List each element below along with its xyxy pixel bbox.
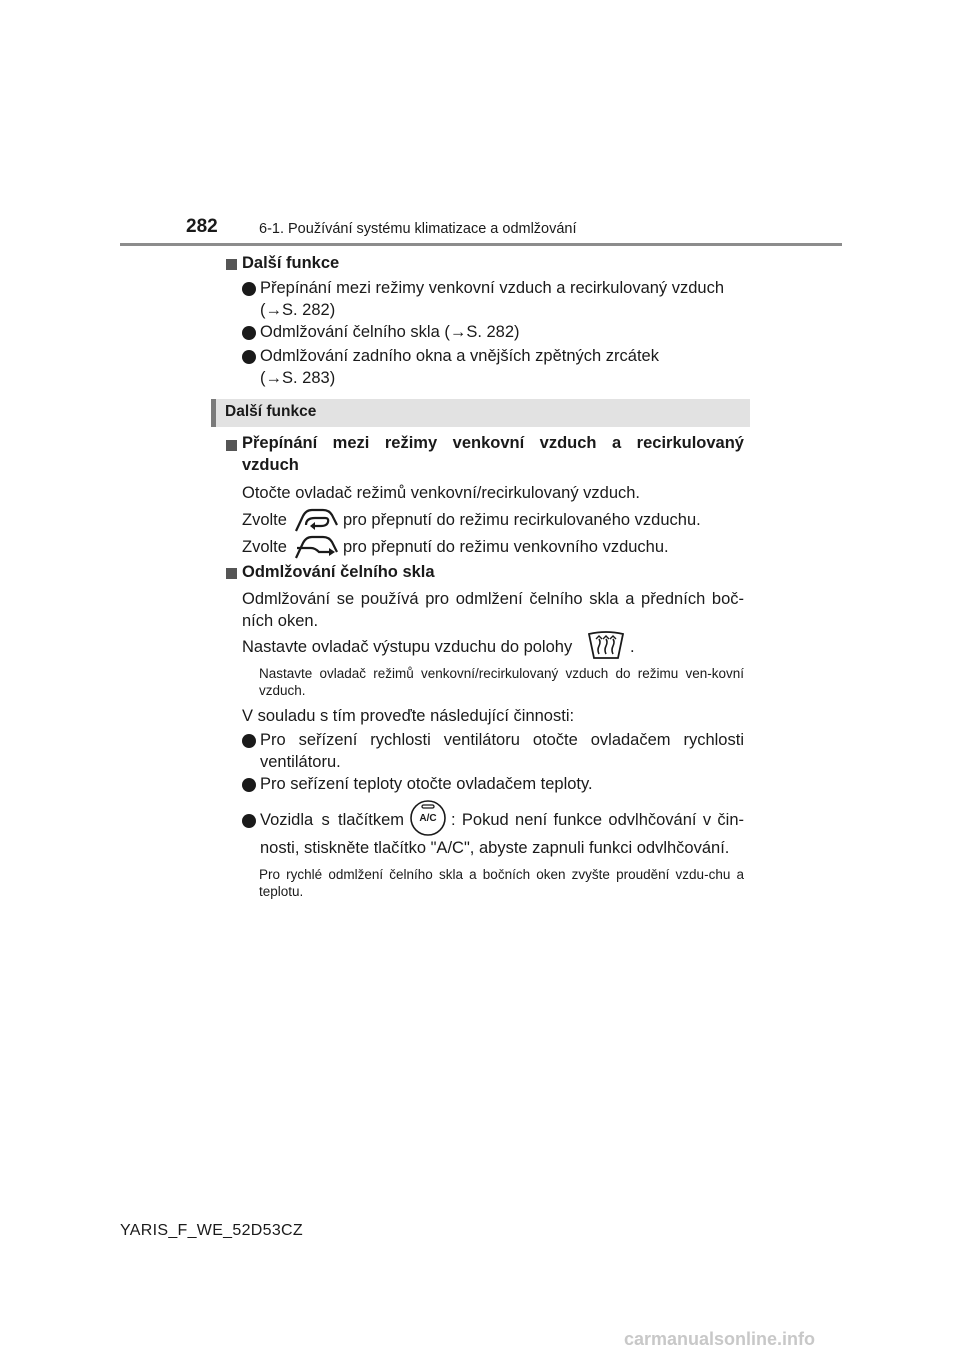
- recirc-heading-line1: Přepínání mezi režimy venkovní vzduch a recirkulovaný: [242, 434, 744, 452]
- round-bullet-icon: [242, 734, 256, 748]
- footer-code: YARIS_F_WE_52D53CZ: [120, 1222, 303, 1239]
- header-divider: [120, 243, 842, 246]
- round-bullet-icon: [242, 814, 256, 828]
- outside-air-icon: [293, 532, 339, 562]
- windshield-defog-icon: [586, 631, 626, 661]
- recirc-instruction: Otočte ovladač režimů venkovní/recirkulovaný vzduch.: [242, 484, 641, 502]
- defog-heading: Odmlžování čelního skla: [242, 563, 435, 581]
- intro-item-recirc: Přepínání mezi režimy venkovní vzduch a recirkulovaný vzduch: [260, 279, 725, 297]
- ac-button-icon: [409, 799, 447, 837]
- intro-item-rear: Odmlžování zadního okna a vnějších zpětných zrcátek: [260, 347, 659, 365]
- chapter-title: 6-1. Používání systému klimatizace a odmlžování: [259, 221, 577, 237]
- ac-button-label: A/C: [419, 813, 437, 824]
- section-bar-accent: [211, 399, 216, 427]
- recirc-heading-line2: vzduch: [242, 456, 299, 474]
- defog-then: V souladu s tím proveďte následující činnosti:: [242, 707, 575, 725]
- outside-mode-text: pro přepnutí do režimu venkovního vzduchu.: [343, 538, 669, 556]
- round-bullet-icon: [242, 350, 256, 364]
- section-bar: [211, 399, 750, 427]
- square-bullet-icon: [226, 568, 237, 579]
- watermark: carmanualsonline.info: [624, 1329, 816, 1349]
- intro-heading: Další funkce: [242, 254, 340, 272]
- round-bullet-icon: [242, 282, 256, 296]
- round-bullet-icon: [242, 778, 256, 792]
- square-bullet-icon: [226, 440, 237, 451]
- recirculated-air-icon: [293, 505, 339, 535]
- recirc-select-word: Zvolte: [242, 511, 287, 529]
- defog-temp-item: Pro seřízení teploty otočte ovladačem teploty.: [260, 775, 593, 793]
- round-bullet-icon: [242, 326, 256, 340]
- intro-item-windshield: Odmlžování čelního skla (→S. 282): [260, 323, 520, 341]
- intro-item-rear-ref[interactable]: (→S. 283): [260, 369, 336, 387]
- defog-set-vent-end: .: [630, 638, 635, 656]
- defog-note-2: Pro rychlé odmlžení čelního skla a bočních oken zvyšte proudění vzdu-chu a teplotu.: [259, 867, 744, 899]
- section-bar-label: Další funkce: [225, 403, 317, 420]
- defog-ac-item-line2: nosti, stiskněte tlačítko "A/C", abyste zapnuli funkci odvlhčování.: [260, 839, 730, 857]
- defog-ac-item-suffix: : Pokud není funkce odvlhčování v čin-: [451, 811, 744, 829]
- square-bullet-icon: [226, 259, 237, 270]
- defog-set-vent: Nastavte ovladač výstupu vzduchu do polohy: [242, 638, 573, 656]
- defog-description: Odmlžování se používá pro odmlžení čelního skla a předních boč-ních oken.: [242, 590, 744, 630]
- page-number: 282: [186, 216, 218, 237]
- defog-note-1: Nastavte ovladač režimů venkovní/recirkulovaný vzduch do režimu ven-kovní vzduch.: [259, 666, 744, 698]
- recirc-select-word-2: Zvolte: [242, 538, 287, 556]
- intro-item-recirc-ref[interactable]: (→S. 282): [260, 301, 336, 319]
- defog-ac-item-prefix: Vozidla s tlačítkem: [260, 811, 404, 829]
- recirc-mode-text: pro přepnutí do režimu recirkulovaného vzduchu.: [343, 511, 701, 529]
- defog-fan-item: Pro seřízení rychlosti ventilátoru otočte ovladačem rychlosti ventilátoru.: [260, 731, 744, 771]
